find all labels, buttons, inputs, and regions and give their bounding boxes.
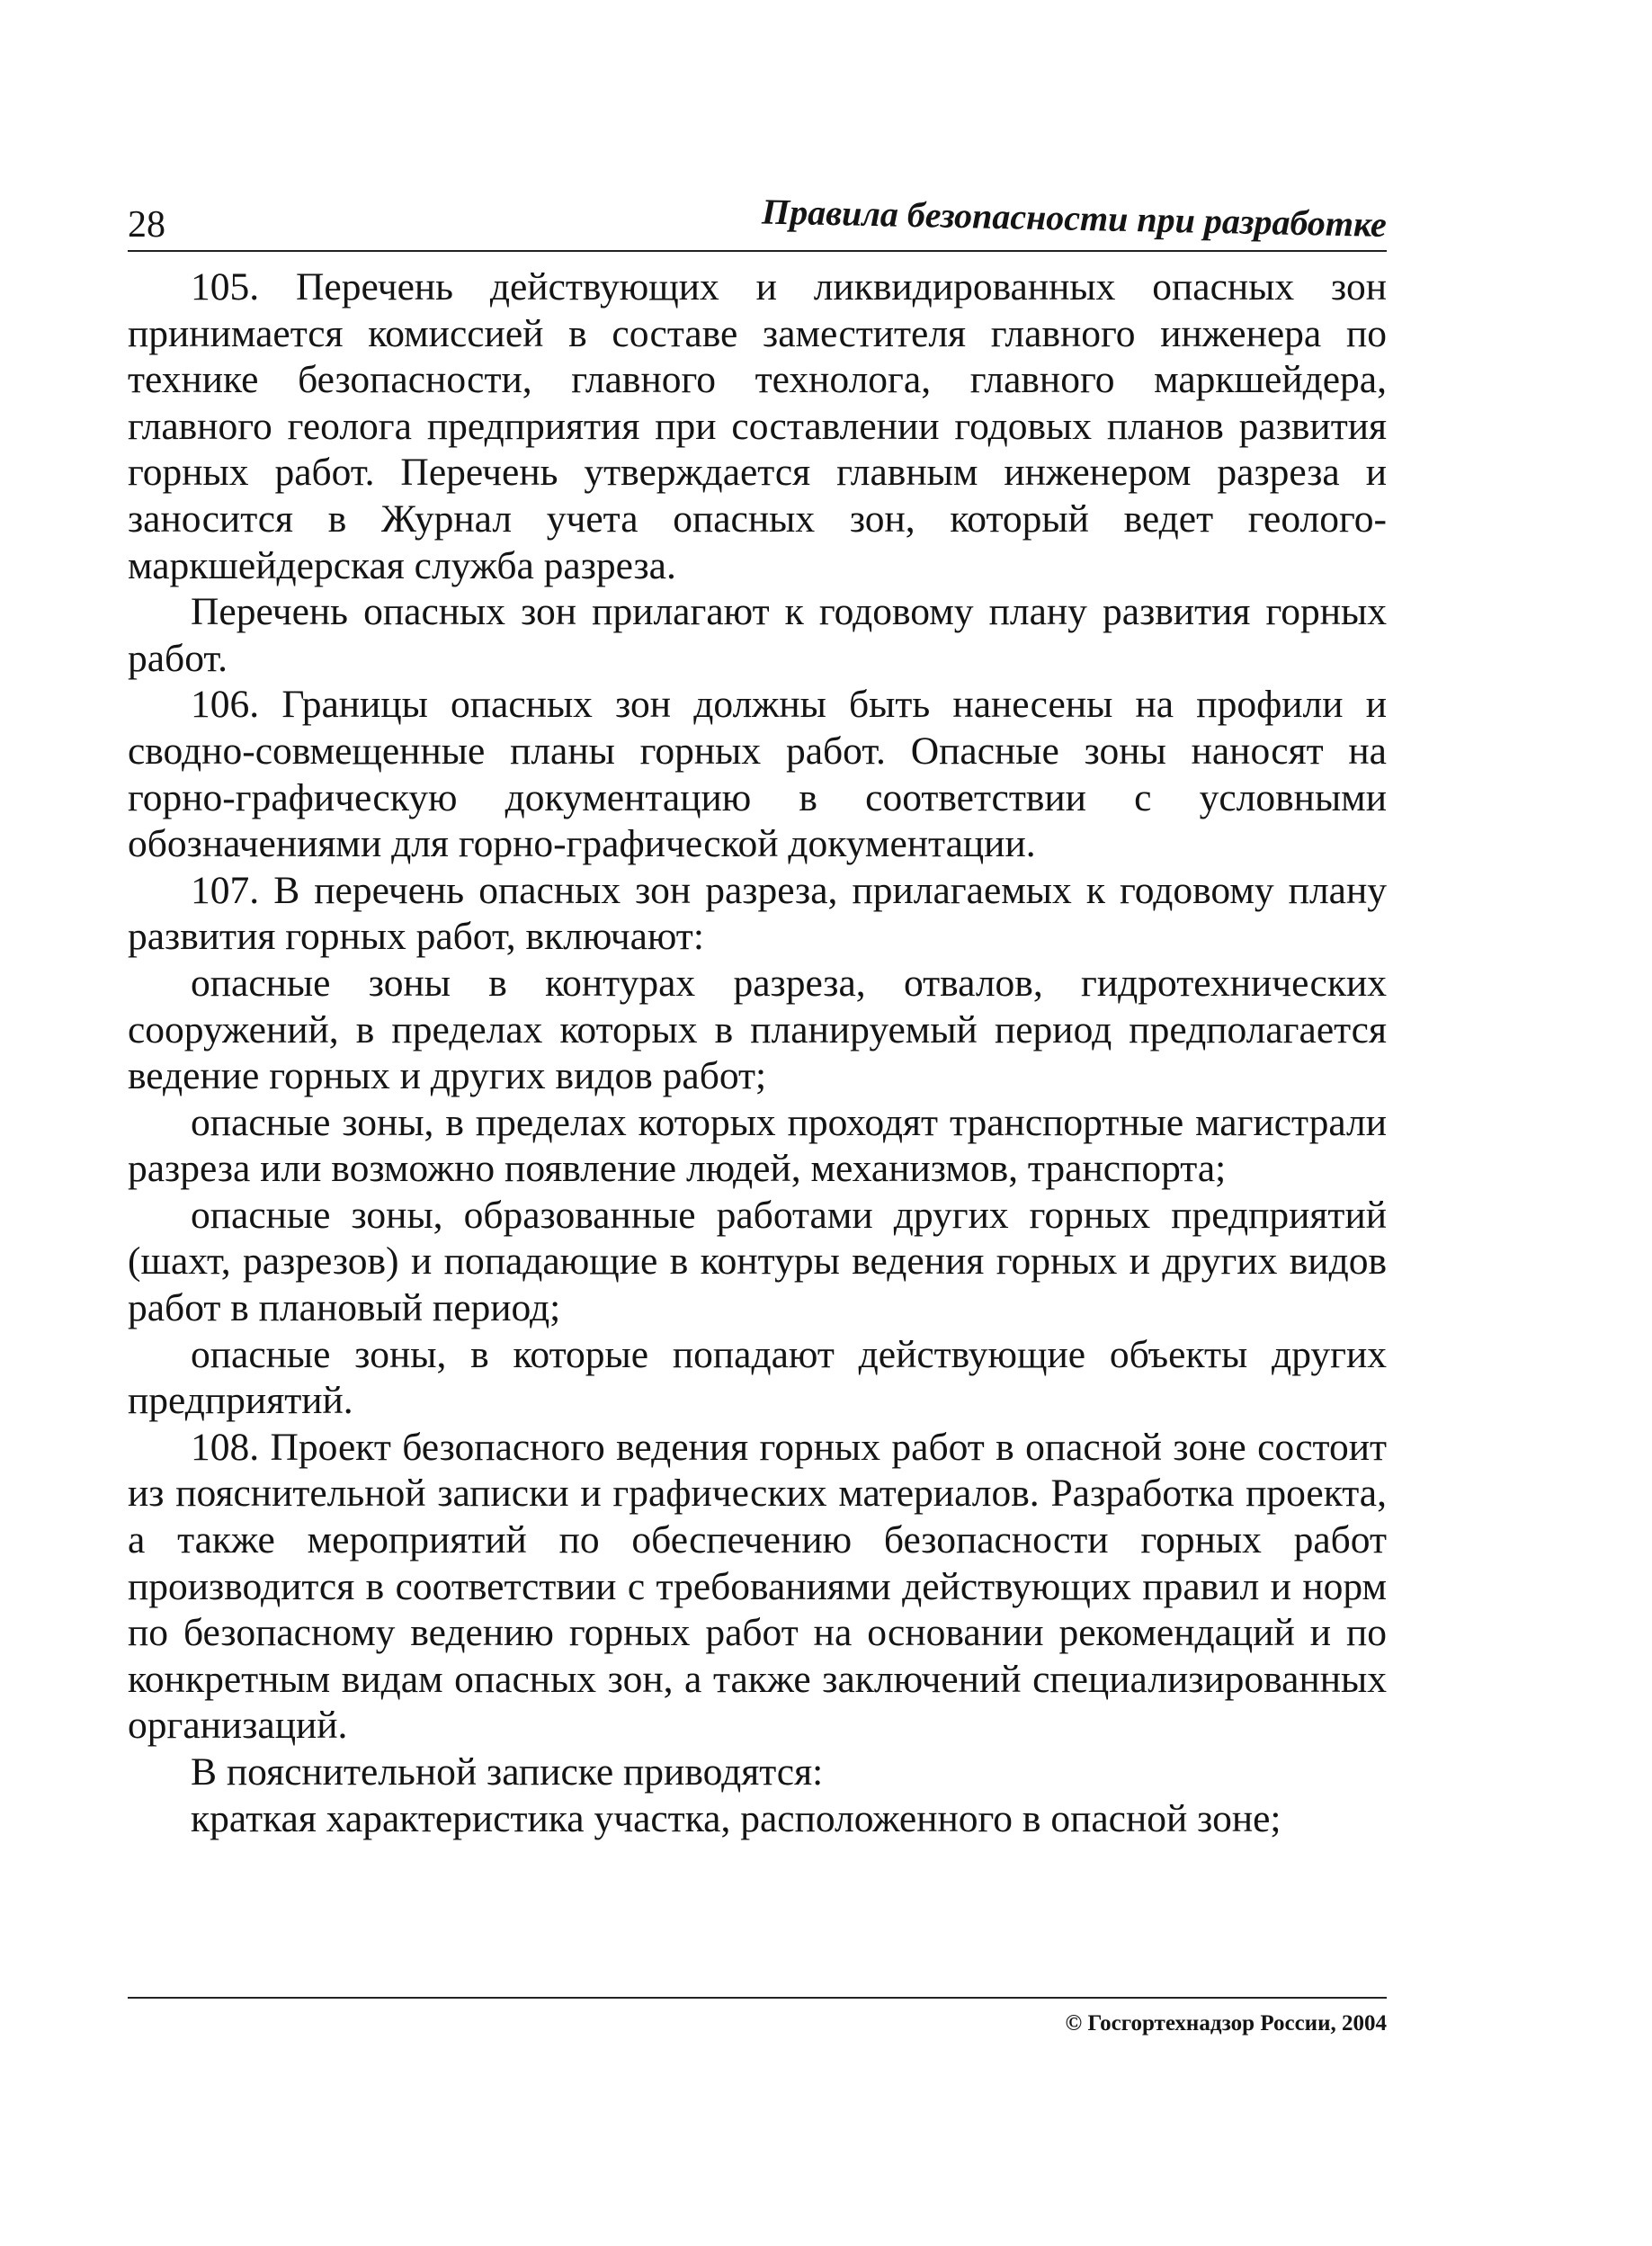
paragraph-106: 106. Границы опасных зон должны быть нанесены на профили и сводно-совмещенные планы горных работ. Опасные зоны наносят на горно-графическую документацию в соответствии с условными обозначениями для горно-графической документации. xyxy=(128,683,1387,866)
list-item-site-description: краткая характеристика участка, расположенного в опасной зоне; xyxy=(191,1796,1281,1840)
paragraph-108: 108. Проект безопасного ведения горных работ в опасной зоне состоит из пояснительной записки и графических материалов. Разработка проекта, а также мероприятий по обеспечению безопасности горных работ производится в соответствии с требованиями действующих правил и норм по безопасному ведению горных работ на основании рекомендаций и по конкретным видам опасных зон, а также заключений специализированных организаций. xyxy=(128,1425,1387,1748)
footer-divider xyxy=(128,1997,1387,1999)
list-item-zones-transport: опасные зоны, в пределах которых проходят транспортные магистрали разреза или возможно появление людей, механизмов, транспорта; xyxy=(128,1100,1387,1191)
copyright-notice: © Госгортехнадзор России, 2004 xyxy=(1065,2011,1387,2036)
body-text xyxy=(128,264,1387,1842)
running-header xyxy=(128,191,1388,250)
header-divider xyxy=(128,250,1387,252)
list-item-zones-other-enterprises: опасные зоны, образованные работами других горных предприятий (шахт, разрезов) и попадающие в контуры ведения горных и других видов работ в плановый период; xyxy=(128,1193,1387,1330)
list-item-zones-contours: опасные зоны в контурах разреза, отвалов, гидротехнических сооружений, в пределах которых в планируемый период предполагается ведение горных и других видов работ; xyxy=(128,961,1387,1098)
list-item-zones-objects: опасные зоны, в которые попадают действующие объекты других предприятий. xyxy=(128,1332,1387,1423)
paragraph-105: 105. Перечень действующих и ликвидированных опасных зон принимается комиссией в составе заместителя главного инженера по технике безопасности, главного технолога, главного маркшейдера, главного геолога предприятия при составлении годовых планов развития горных работ. Перечень утверждается главным инженером разреза и заносится в Журнал учета опасных зон, который ведет геолого-маркшейдерская служба разреза. xyxy=(128,265,1387,587)
running-title: Правила безопасности при разработке xyxy=(761,191,1388,245)
paragraph-list-attachment: Перечень опасных зон прилагают к годовому плану развития горных работ. xyxy=(128,590,1387,680)
paragraph-explanatory-note: В пояснительной записке приводятся: xyxy=(191,1750,824,1794)
paragraph-107: 107. В перечень опасных зон разреза, прилагаемых к годовому плану развития горных работ, включают: xyxy=(128,868,1387,959)
page-number: 28 xyxy=(128,204,165,246)
